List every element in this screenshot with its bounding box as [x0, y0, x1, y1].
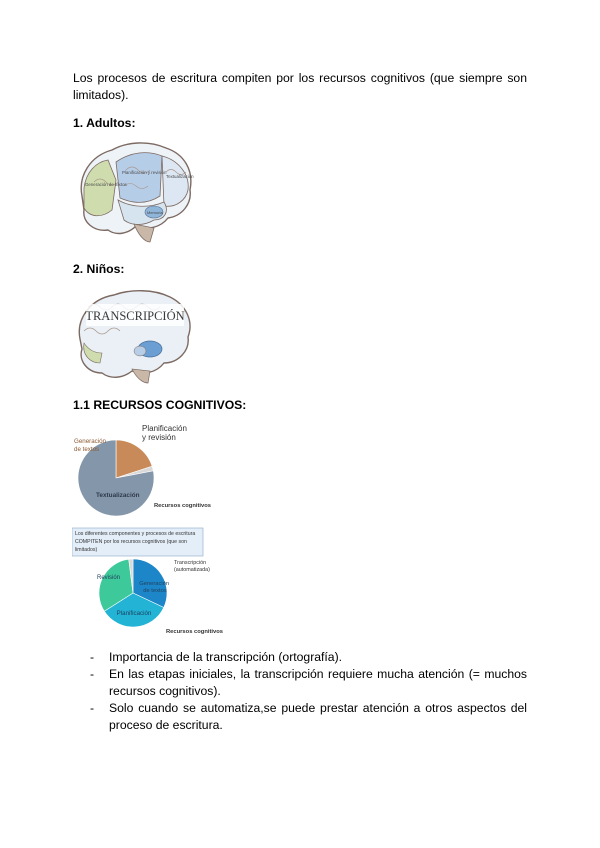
pie1-label-planificacion-line1: Planificación: [142, 424, 187, 433]
adult-brain-label: Textualización: [166, 174, 194, 179]
adult-brain-label: Generación de textos: [85, 182, 127, 187]
intro-paragraph: Los procesos de escritura compiten por los recursos cognitivos (que siempre son limitados).: [73, 71, 527, 102]
pie2-note-line1: Los diferentes componentes y procesos de escritura: [75, 531, 196, 537]
pie2-label-generacion: [139, 581, 171, 594]
pie-chart-1: [72, 422, 232, 518]
bullet-list: [90, 649, 527, 734]
pie2-label-generacion-line1: Generación: [139, 581, 170, 587]
pie2-label-planificacion: Planificación: [116, 610, 152, 617]
list-item: [90, 700, 527, 734]
adult-brain-label: Memoria: [147, 210, 163, 215]
child-brain-banner: TRANSCRIPCIÓN: [85, 309, 185, 323]
pie1-label-textualizacion: Textualización: [96, 492, 140, 499]
pie1-label-planificacion-line2: y revisión: [142, 433, 176, 442]
bullet-text: En las etapas iniciales, la transcripción requiere mucha atención (= muchos recursos cognitivos).: [109, 667, 527, 698]
pie1-label-planificacion: [142, 424, 189, 442]
bullet-dash: -: [90, 667, 95, 681]
bullet-text: Importancia de la transcripción (ortografía).: [109, 650, 343, 664]
adult-brain-label: Planificación y revisión: [122, 170, 167, 175]
pie2-label-transcripcion-line2: (automatizada): [174, 567, 210, 573]
heading-ninos: 2. Niños:: [73, 262, 125, 276]
pie2-note-line3: limitados): [75, 547, 98, 553]
pie2-legend-title: Recursos cognitivos: [166, 629, 224, 635]
bullet-dash: -: [90, 701, 95, 715]
adult-brain-figure: [74, 138, 196, 246]
pie2-label-generacion-line2: de textos: [143, 588, 167, 594]
child-brain-figure: [74, 287, 194, 385]
pie2-label-transcripcion-line1: Transcripción: [174, 560, 207, 566]
pie-chart-2: [72, 527, 232, 637]
list-item: [90, 649, 527, 666]
pie1-legend-title: Recursos cognitivos: [154, 503, 212, 509]
bullet-dash: -: [90, 650, 95, 664]
pie2-label-transcripcion: [174, 560, 210, 573]
pie1-label-generacion-line2: de textos: [74, 446, 100, 453]
pie2-label-revision: Revisión: [97, 575, 121, 581]
list-item: [90, 666, 527, 700]
pie1-label-generacion-line1: Generación: [74, 438, 106, 445]
heading-recursos-cognitivos: 1.1 RECURSOS COGNITIVOS:: [73, 398, 247, 412]
heading-adultos: 1. Adultos:: [73, 116, 136, 130]
pie2-note-line2: COMPITEN por los recursos cognitivos (que son: [75, 539, 187, 545]
bullet-text: Solo cuando se automatiza,se puede prestar atención a otros aspectos del proceso de escritura.: [109, 701, 527, 732]
